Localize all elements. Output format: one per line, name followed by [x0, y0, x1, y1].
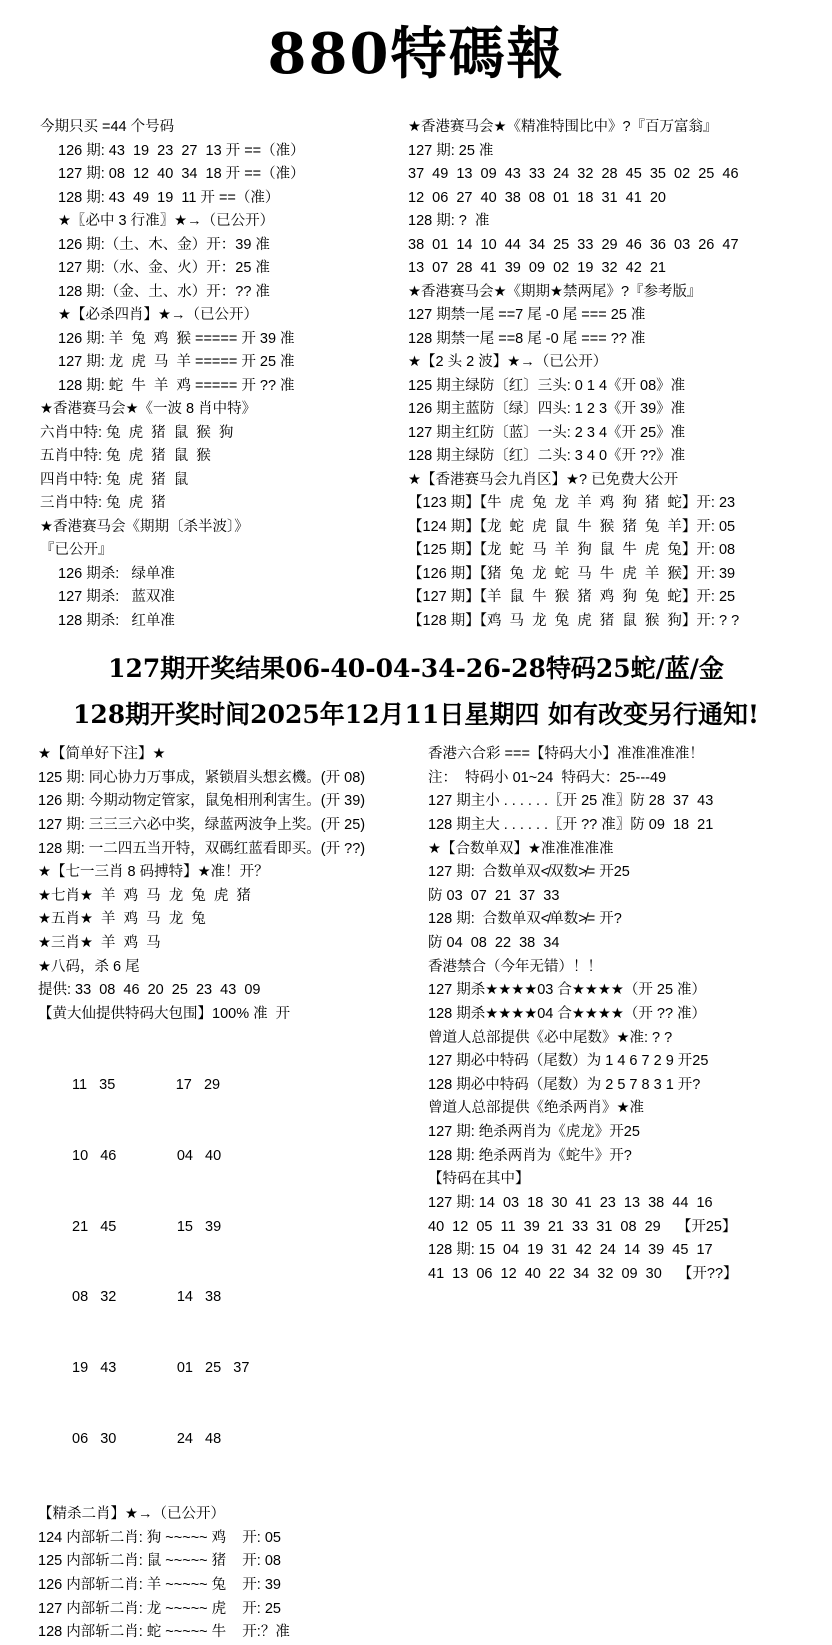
left-line: 128 期: 蛇 牛 羊 鸡 ===== 开 ?? 准 — [58, 377, 295, 394]
kill-two-line: 127 内部斩二肖: 龙 ~~~~~ 虎 开: 25 — [38, 1600, 281, 1617]
left-line: 127 期: 龙 虎 马 羊 ===== 开 25 准 — [58, 354, 295, 371]
table-row — [72, 1216, 418, 1240]
bottom-right-line: 香港六合彩 ===【特码大小】准准准准准！ — [428, 746, 704, 763]
right-line: 126 期主蓝防〔绿〕四头: 1 2 3《开 39》准 — [408, 401, 686, 418]
left-line: 128 期杀: 红单准 — [58, 612, 175, 629]
left-line: 128 期:（金、土、水）开：?? 准 — [58, 283, 270, 300]
bottom-right-line: 40 12 05 11 39 21 33 31 08 29 【开25】 — [428, 1218, 737, 1235]
bottom-right-line: 41 13 06 12 40 22 34 32 09 30 【开??】 — [428, 1265, 738, 1282]
right-line: 【125 期】【龙 蛇 马 羊 狗 鼠 牛 虎 兔】开: 08 — [408, 542, 736, 559]
bottom-right-column — [418, 743, 818, 1645]
cell: 48 — [205, 1431, 222, 1448]
left-line: 126 期: 羊 兔 鸡 猴 ===== 开 39 准 — [58, 330, 295, 347]
right-line: 12 06 27 40 38 08 01 18 31 41 20 — [408, 189, 666, 206]
bottom-right-line: 127 期: 绝杀两肖为《虎龙》开25 — [428, 1124, 640, 1141]
page-title: 880特碼報 — [267, 21, 565, 87]
right-line: ★【2 头 2 波】★→（已公开） — [408, 354, 608, 371]
cell: 25 — [205, 1360, 222, 1377]
kill-two-line: 125 内部斩二肖: 鼠 ~~~~~ 猪 开: 08 — [38, 1553, 281, 1570]
bottom-right-line: 127 期主小 . . . . . .〖开 25 准〗防 28 37 43 — [428, 793, 714, 810]
right-line: 127 期: 25 准 — [408, 142, 494, 159]
left-line: 127 期: 08 12 40 34 18 开 ==（准） — [58, 166, 305, 183]
cell: 24 — [176, 1431, 193, 1448]
right-line: 128 期主绿防〔红〕二头: 3 4 0《开 ??》准 — [408, 448, 686, 465]
bottom-two-column-section — [0, 743, 832, 1645]
bottom-left-line: ★【七一三肖 8 码搏特】★准！开？ — [38, 864, 269, 881]
bottom-right-line: 【特码在其中】 — [428, 1171, 530, 1188]
right-line: ★香港赛马会★《期期★禁两尾》?『参考版』 — [408, 283, 702, 300]
bottom-left-line: ★三肖★ 羊 鸡 马 — [38, 935, 161, 952]
kill-two-header: 【精杀二肖】★→（已公开） — [38, 1506, 225, 1523]
draw-result-line: 127期开奖结果06-40-04-34-26-28特码25蛇/蓝/金 — [108, 654, 724, 684]
bottom-right-line: 注： 特码小 01~24 特码大：25---49 — [428, 769, 667, 786]
bottom-left-line: ★五肖★ 羊 鸡 马 龙 兔 — [38, 911, 206, 928]
bottom-right-line: 128 期必中特码（尾数）为 2 5 7 8 3 1 开? — [428, 1076, 701, 1093]
cell: 43 — [100, 1360, 117, 1377]
right-line: 125 期主绿防〔红〕三头: 0 1 4《开 08》准 — [408, 377, 686, 394]
right-line: ★香港赛马会★《精准特围比中》?『百万富翁』 — [408, 119, 718, 136]
bottom-right-line: 香港禁合（今年无错）！！ — [428, 958, 602, 975]
bottom-left-line: 128 期: 一二四五当开特，双碼红蓝看即买。(开 ??) — [38, 840, 366, 857]
table-row — [72, 1145, 418, 1169]
table-row — [72, 1428, 418, 1452]
left-line: 今期只买 =44 个号码 — [40, 119, 175, 136]
bottom-right-line: 防 03 07 21 37 33 — [428, 887, 560, 904]
bottom-right-line: 127 期: 合数单双≮双数≯= 开25 — [428, 864, 630, 881]
bottom-right-line: 曾道人总部提供《必中尾数》★准: ? ? — [428, 1029, 673, 1046]
bottom-left-line: 提供: 33 08 46 20 25 23 43 09 — [38, 982, 261, 999]
left-line: ★【必杀四肖】★→（已公开） — [58, 307, 258, 324]
cell: 38 — [205, 1289, 222, 1306]
cell: 04 — [176, 1147, 193, 1164]
bottom-right-line: 128 期: 合数单双≮单数≯= 开? — [428, 911, 622, 928]
left-line: 127 期:（水、金、火）开：25 准 — [58, 260, 270, 277]
cell: 37 — [233, 1360, 250, 1377]
cell: 06 — [72, 1431, 89, 1448]
bottom-right-line: 128 期: 绝杀两肖为《蛇牛》开? — [428, 1147, 632, 1164]
bottom-right-line: ★【合数单双】★准准准准准 — [428, 840, 614, 857]
table-row — [72, 1286, 418, 1310]
right-line: 38 01 14 10 44 34 25 33 29 46 36 03 26 47 — [408, 236, 739, 253]
right-line: 【128 期】【鸡 马 龙 兔 虎 猪 鼠 猴 狗】开: ? ? — [408, 612, 740, 629]
next-draw-time-line: 128期开奖时间2025年12月11日星期四 如有改变另行通知! — [72, 700, 760, 730]
bottom-left-line: ★【简单好下注】★ — [38, 746, 166, 763]
right-line: 13 07 28 41 39 09 02 19 32 42 21 — [408, 260, 666, 277]
right-line: ★【香港赛马会九肖区】★? 已免费大公开 — [408, 471, 679, 488]
bottom-right-line: 128 期杀★★★★04 合★★★★（开 ?? 准） — [428, 1005, 707, 1022]
right-line: 【123 期】【牛 虎 兔 龙 羊 鸡 狗 猪 蛇】开: 23 — [408, 495, 736, 512]
table-row — [72, 1074, 418, 1098]
number-table — [38, 1027, 418, 1500]
left-line: 126 期杀: 绿单准 — [58, 565, 175, 582]
cell: 17 — [175, 1076, 192, 1093]
bottom-right-line: 防 04 08 22 38 34 — [428, 935, 560, 952]
left-line: 五肖中特: 兔 虎 猪 鼠 猴 — [40, 448, 211, 465]
left-line: 126 期: 43 19 23 27 13 开 ==（准） — [58, 142, 305, 159]
bottom-right-line: 127 期杀★★★★03 合★★★★（开 25 准） — [428, 982, 707, 999]
kill-two-line: 128 内部斩二肖: 蛇 ~~~~~ 牛 开:？准 — [38, 1624, 290, 1641]
left-line: 『已公开』 — [40, 542, 113, 559]
cell: 14 — [176, 1289, 193, 1306]
right-line: 128 期禁一尾 ==8 尾 -0 尾 === ?? 准 — [408, 330, 646, 347]
cell: 15 — [176, 1218, 193, 1235]
bottom-left-line: 125 期: 同心协力万事成，紧锁眉头想玄機。(开 08) — [38, 769, 366, 786]
bottom-right-line: 128 期: 15 04 19 31 42 24 14 39 45 17 — [428, 1242, 713, 1259]
right-line: 127 期主红防〔蓝〕一头: 2 3 4《开 25》准 — [408, 424, 686, 441]
left-line: 三肖中特: 兔 虎 猪 — [40, 495, 166, 512]
bottom-right-line: 127 期必中特码（尾数）为 1 4 6 7 2 9 开25 — [428, 1053, 709, 1070]
cell: 10 — [72, 1147, 89, 1164]
lottery-poster — [0, 21, 832, 1641]
top-two-column-section — [0, 116, 832, 633]
left-line: 126 期:（土、木、金）开：39 准 — [58, 236, 270, 253]
cell: 32 — [100, 1289, 117, 1306]
cell: 11 — [72, 1076, 88, 1093]
bottom-right-line: 曾道人总部提供《绝杀两肖》★准 — [428, 1100, 644, 1117]
left-line: 127 期杀: 蓝双准 — [58, 589, 175, 606]
bottom-right-line: 128 期主大 . . . . . .〖开 ?? 准〗防 09 18 21 — [428, 816, 714, 833]
cell: 29 — [203, 1076, 221, 1093]
bottom-left-line: ★七肖★ 羊 鸡 马 龙 兔 虎 猪 — [38, 887, 251, 904]
bottom-left-line: 127 期: 三三三六必中奖，绿蓝两波争上奖。(开 25) — [38, 816, 366, 833]
top-left-column — [40, 116, 390, 633]
cell: 46 — [100, 1147, 117, 1164]
huangdaxian-header: 【黄大仙提供特码大包围】100% 准 开 — [38, 1005, 291, 1022]
right-line: 【126 期】【猪 兔 龙 蛇 马 牛 虎 羊 猴】开: 39 — [408, 565, 736, 582]
bottom-right-line: 127 期: 14 03 18 30 41 23 13 38 44 16 — [428, 1194, 713, 1211]
left-line: ★〖必中 3 行准〗★→（已公开） — [58, 213, 275, 230]
right-line: 【127 期】【羊 鼠 牛 猴 猪 鸡 狗 兔 蛇】开: 25 — [408, 589, 736, 606]
bottom-left-line: 126 期: 今期动物定管家，鼠兔相刑利害生。(开 39) — [38, 793, 366, 810]
left-line: ★香港赛马会★《一波 8 肖中特》 — [40, 401, 257, 418]
left-line: 128 期: 43 49 19 11 开 ==（准） — [58, 189, 280, 206]
cell: 01 — [176, 1360, 193, 1377]
cell: 40 — [205, 1147, 222, 1164]
bottom-left-line: ★八码，杀 6 尾 — [38, 958, 140, 975]
cell: 30 — [100, 1431, 117, 1448]
table-row — [72, 1357, 418, 1381]
kill-two-line: 126 内部斩二肖: 羊 ~~~~~ 兔 开: 39 — [38, 1576, 281, 1593]
cell: 21 — [72, 1218, 89, 1235]
cell: 08 — [72, 1289, 89, 1306]
cell: 35 — [99, 1076, 116, 1093]
cell: 19 — [72, 1360, 89, 1377]
left-line: 六肖中特: 兔 虎 猪 鼠 猴 狗 — [40, 424, 234, 441]
left-line: ★香港赛马会《期期〔杀半波〕》 — [40, 518, 249, 535]
right-line: 37 49 13 09 43 33 24 32 28 45 35 02 25 46 — [408, 166, 739, 183]
right-line: 128 期: ? 准 — [408, 213, 490, 230]
bottom-left-column — [38, 743, 418, 1645]
right-line: 127 期禁一尾 ==7 尾 -0 尾 === 25 准 — [408, 307, 646, 324]
left-line: 四肖中特: 兔 虎 猪 鼠 — [40, 471, 189, 488]
kill-two-line: 124 内部斩二肖: 狗 ~~~~~ 鸡 开: 05 — [38, 1529, 281, 1546]
cell: 45 — [100, 1218, 117, 1235]
top-right-column — [390, 116, 812, 633]
cell: 39 — [205, 1218, 222, 1235]
right-line: 【124 期】【龙 蛇 虎 鼠 牛 猴 猪 兔 羊】开: 05 — [408, 518, 736, 535]
